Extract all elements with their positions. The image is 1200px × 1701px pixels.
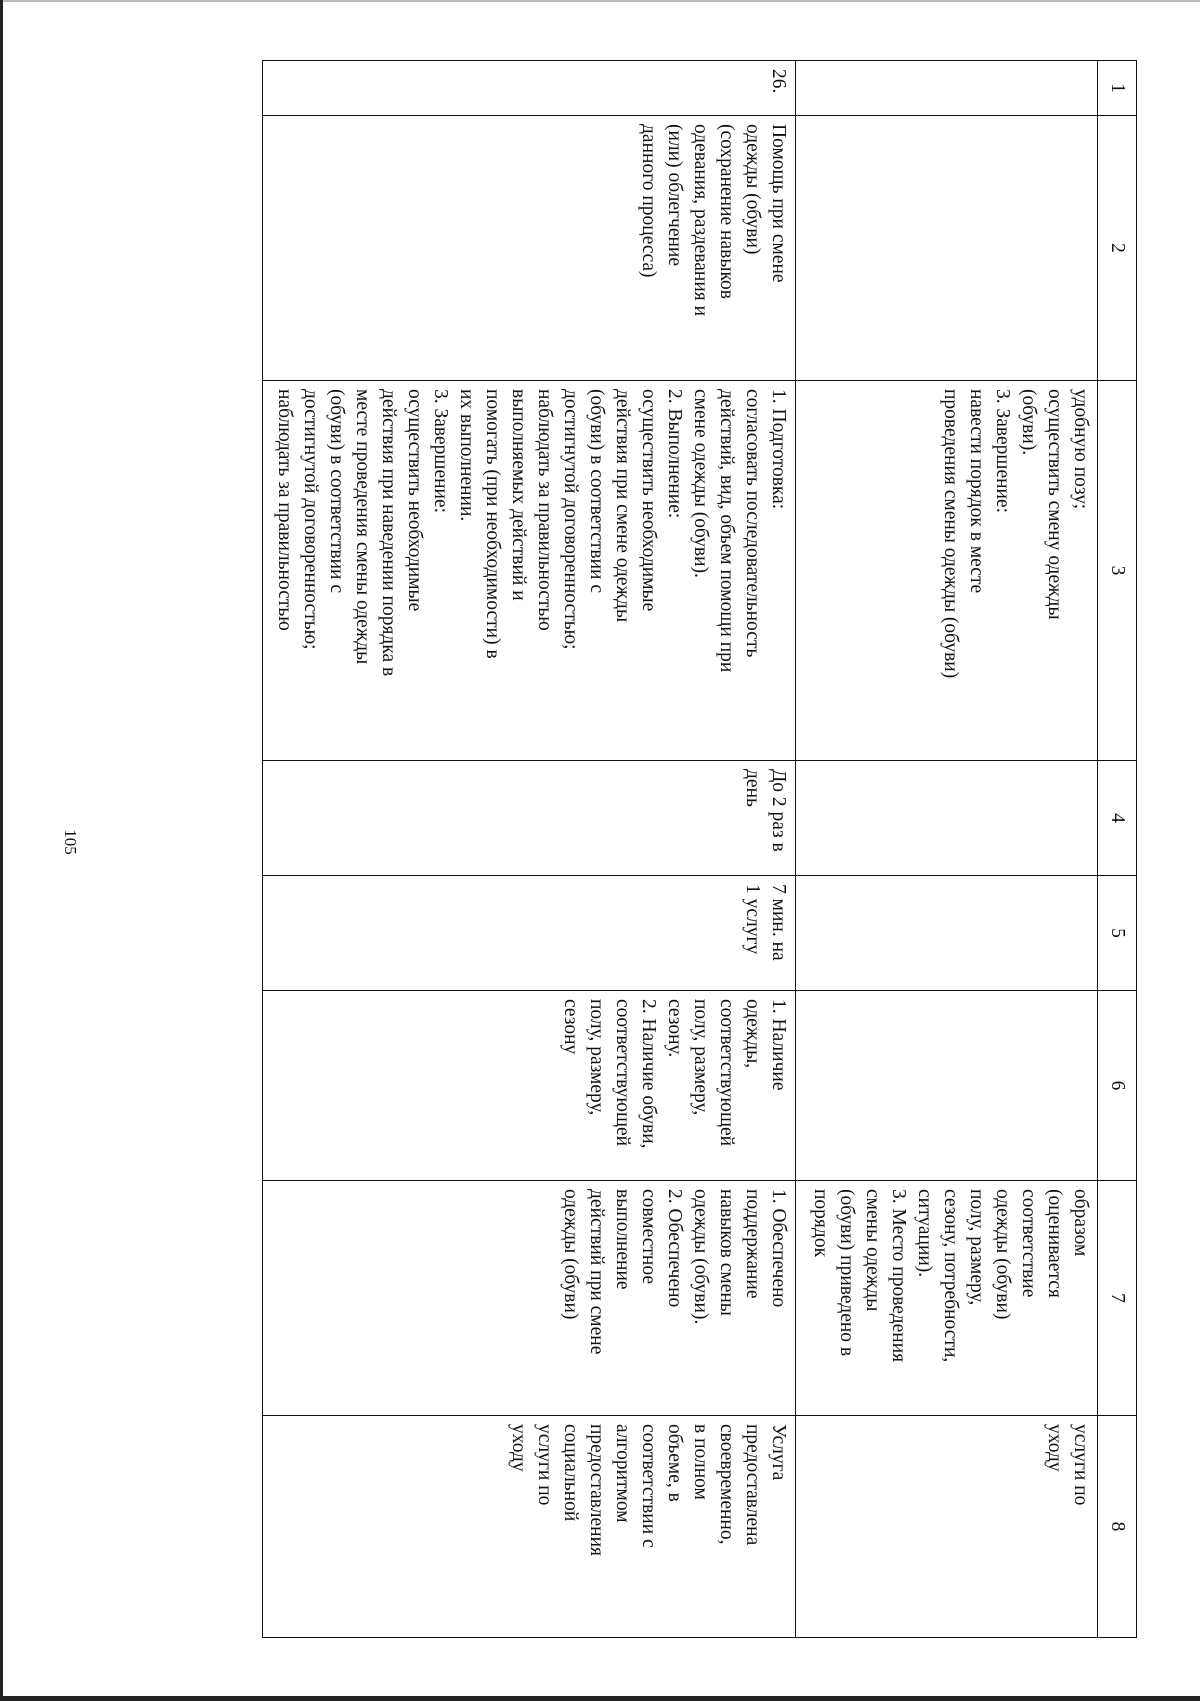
cell-quality: услуги по уходу <box>796 1416 1098 1638</box>
cell-service-name <box>796 116 1098 381</box>
header-cell-7: 7 <box>1098 1181 1137 1416</box>
cell-procedure: 1. Подготовка: согласовать последовательность действий, вид, объем помощи при смене одежды (обуви). 2. Выполнение: осуществить необходимые действия при смене одежды (обуви) в соответствии с достигнутой договоренностью; наблюдать за правильностью выполняемых действий и помогать (при необходимости) в их выполнении. 3. Завершение: осуществить необходимые действия при наведении порядка в месте проведения смены одежды (обуви) в соответствии с достигнутой договоренностью; наблюдать за правильностью <box>263 381 796 761</box>
cell-procedure: удобную позу; осуществить смену одежды (обуви). 3. Завершение: навести порядок в месте проведения смены одежды (обуви) <box>796 381 1098 761</box>
services-table <box>262 60 1137 1638</box>
cell-number: 26. <box>263 61 796 116</box>
cell-result: образом (оценивается соответствие одежды (обуви) полу, размеру, сезону, потребности, ситуации). 3. Место проведения смены одежды (обуви) приведено в порядок <box>796 1181 1098 1416</box>
cell-duration <box>796 876 1098 991</box>
header-cell-2: 2 <box>1098 116 1137 381</box>
cell-duration: 7 мин. на 1 услугу <box>263 876 796 991</box>
cell-frequency: До 2 раз в день <box>263 761 796 876</box>
cell-quality: Услуга предоставлена своевременно, в полном объеме, в соответствии с алгоритмом предоставления социальной услуги по уходу <box>263 1416 796 1638</box>
header-cell-1: 1 <box>1098 61 1137 116</box>
cell-number <box>796 61 1098 116</box>
cell-service-name: Помощь при смене одежды (обуви) (сохранение навыков одевания, раздевания и (или) облегчение данного процесса) <box>263 116 796 381</box>
header-cell-5: 5 <box>1098 876 1137 991</box>
page-number: 105 <box>61 829 80 855</box>
cell-conditions: 1. Наличие одежды, соответствующей полу, размеру, сезону. 2. Наличие обуви, соответствующей полу, размеру, сезону <box>263 991 796 1181</box>
table-header-row <box>1098 61 1137 1638</box>
table-row-continuation <box>796 61 1098 1638</box>
header-cell-4: 4 <box>1098 761 1137 876</box>
cell-conditions <box>796 991 1098 1181</box>
header-cell-8: 8 <box>1098 1416 1137 1638</box>
header-cell-3: 3 <box>1098 381 1137 761</box>
cell-result: 1. Обеспечено поддержание навыков смены одежды (обуви). 2. Обеспечено совместное выполнение действий при смене одежды (обуви) <box>263 1181 796 1416</box>
header-cell-6: 6 <box>1098 991 1137 1181</box>
cell-frequency <box>796 761 1098 876</box>
table-row-26 <box>263 61 796 1638</box>
